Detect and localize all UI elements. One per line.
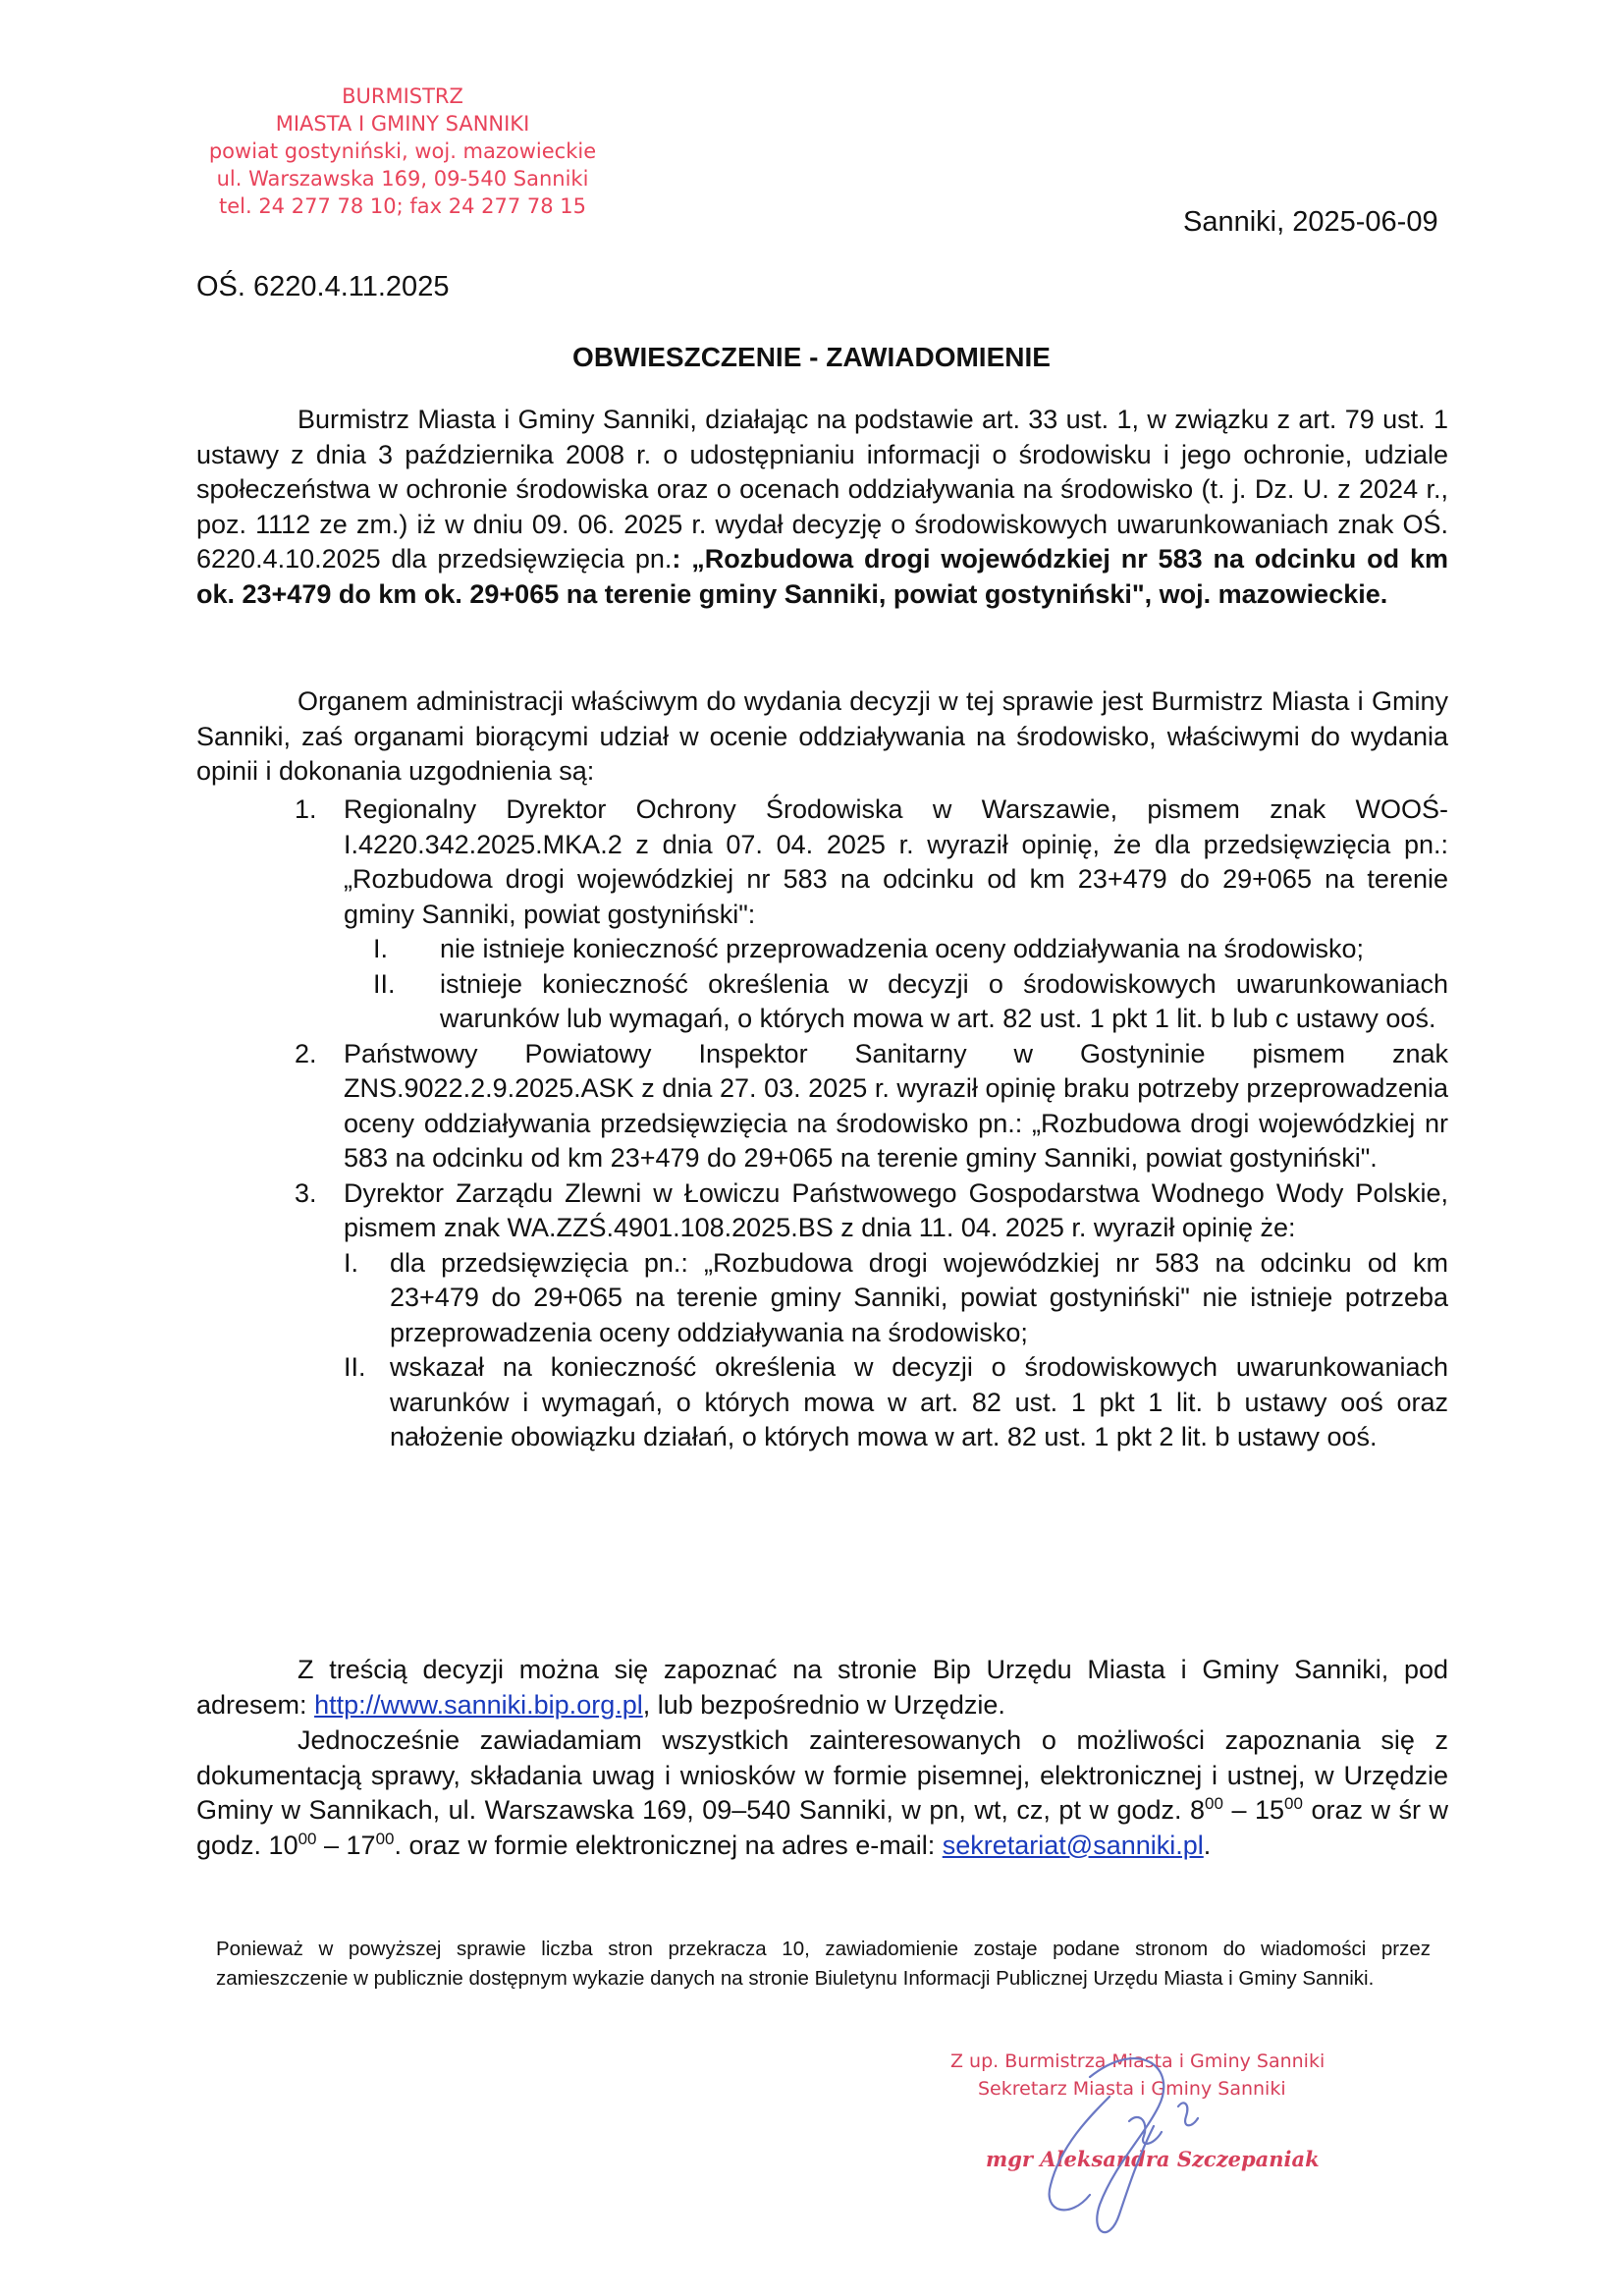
opinion-item: [295, 1037, 1448, 1176]
project-name: : „Rozbudowa drogi wojewódzkiej nr 583 na odcinku od km ok. 23+479 do km ok. 29+065 na terenie gminy Sanniki, powiat gostyniński", woj. mazowieckie.: [196, 544, 1448, 609]
letterhead-region: powiat gostyniński, woj. mazowieckie: [208, 139, 597, 163]
document-date: Sanniki, 2025-06-09: [1183, 206, 1438, 238]
subitem-text: istnieje konieczność określenia w decyzji o środowiskowych uwarunkowaniach warunków lub wymagań, o których mowa w art. 82 ust. 1 pkt 1 lit. b lub c ustawy ooś.: [440, 968, 1448, 1033]
hour-superscript: 00: [375, 1829, 395, 1848]
subitem-text: dla przedsięwzięcia pn.: „Rozbudowa drogi wojewódzkiej nr 583 na odcinku od km 23+479 do 29+065 na terenie gminy Sanniki, powiat gostyniński" nie istnieje potrzeba przeprowadzenia oceny oddziaływania na środowisko;: [390, 1247, 1448, 1347]
case-reference: OŚ. 6220.4.11.2025: [196, 271, 450, 302]
opinion-number: 2.: [295, 1038, 317, 1068]
hour-superscript: 00: [298, 1829, 317, 1848]
letterhead-address: ul. Warszawska 169, 09-540 Sanniki: [216, 167, 589, 191]
opinion-number: 3.: [295, 1177, 317, 1208]
letterhead: [167, 82, 638, 220]
letterhead-phone: tel. 24 277 78 10; fax 24 277 78 15: [218, 194, 586, 218]
bip-text: Z treścią decyzji można się zapoznać na stronie Bip Urzędu Miasta i Gminy Sanniki, pod adresem:: [196, 1655, 1448, 1720]
notice-text: – 17: [316, 1830, 376, 1860]
subitem-number: I.: [344, 1247, 359, 1278]
opinion-subitem: [344, 1350, 1448, 1455]
intro-text: Burmistrz Miasta i Gminy Sanniki, działając na podstawie art. 33 ust. 1, w związku z art. 79 ust. 1 ustawy z dnia 3 października 2008 r. o udostępnianiu informacji o środowisku i jego ochronie, udziale społeczeństwa w ochronie środowiska oraz o ocenach oddziaływania na środowisko (t. j. Dz. U. z 2024 r., poz. 1112 ze zm.) iż w dniu 09. 06. 2025 r. wydał decyzję o środowiskowych uwarunkowaniach znak OŚ. 6220.4.10.2025 dla przedsięwzięcia pn.: [196, 405, 1448, 574]
document-title: OBWIESZCZENIE - ZAWIADOMIENIE: [572, 342, 1051, 372]
opinion-subitem: [344, 932, 1448, 967]
opinion-item: [295, 1176, 1448, 1455]
stamp-line-2: Sekretarz Miasta i Gminy Sanniki: [978, 2078, 1286, 2100]
notice-paragraph: [196, 1723, 1448, 1863]
signatory-name: mgr Aleksandra Szczepaniak: [986, 2147, 1320, 2171]
opinion-item: [295, 793, 1448, 1037]
opinion-subitem: [344, 967, 1448, 1037]
hour-superscript: 00: [1205, 1794, 1223, 1813]
bip-paragraph: [196, 1653, 1448, 1722]
bip-link[interactable]: http://www.sanniki.bip.org.pl: [314, 1689, 643, 1720]
opinion-text: Państwowy Powiatowy Inspektor Sanitarny w Gostyninie pismem znak ZNS.9022.2.9.2025.ASK z dnia 27. 03. 2025 r. wyraził opinię braku potrzeby przeprowadzenia oceny oddziaływania przedsięwzięcia na środowisko pn.: „Rozbudowa drogi wojewódzkiej nr 583 na odcinku od km 23+479 do 29+065 na terenie gminy Sanniki, powiat gostyniński".: [344, 1038, 1448, 1173]
subitem-text: nie istnieje konieczność przeprowadzenia oceny oddziaływania na środowisko;: [440, 934, 1365, 963]
subitem-number: II.: [373, 968, 396, 999]
notice-text: .: [1203, 1830, 1212, 1860]
opinion-text: Dyrektor Zarządu Zlewni w Łowiczu Państwowego Gospodarstwa Wodnego Wody Polskie, pismem znak WA.ZZŚ.4901.108.2025.BS z dnia 11. 04. 2025 r. wyraził opinię że:: [344, 1177, 1448, 1242]
notice-text: Jednocześnie zawiadamiam wszystkich zainteresowanych o możliwości zapoznania się z dokumentacją sprawy, składania uwag i wniosków w formie pisemnej, elektronicznej i ustnej, w Urzędzie Gminy w Sannikach, ul. Warszawska 169, 09–540 Sanniki, w pn, wt, cz, pt w godz. 8: [196, 1725, 1448, 1825]
email-link[interactable]: sekretariat@sanniki.pl: [942, 1830, 1204, 1860]
subitem-text: wskazał na konieczność określenia w decyzji o środowiskowych uwarunkowaniach warunków i wymagań, o których mowa w art. 82 ust. 1 pkt 1 lit. b ustawy ooś oraz nałożenie obowiązku działań, o których mowa w art. 82 ust. 1 pkt 2 lit. b ustawy ooś.: [390, 1352, 1448, 1451]
subitem-number: I.: [373, 934, 389, 963]
signature-stroke: [1050, 2058, 1198, 2232]
notice-text: oraz w śr w godz. 10: [196, 1795, 1448, 1860]
signature-stamp: [943, 2048, 1335, 2171]
letterhead-municipality: MIASTA I GMINY SANNIKI: [275, 112, 530, 136]
opinion-text: Regionalny Dyrektor Ochrony Środowiska w Warszawie, pismem znak WOOŚ-I.4220.342.2025.MKA.2 z dnia 07. 04. 2025 r. wyraził opinię, że dla przedsięwzięcia pn.: „Rozbudowa drogi wojewódzkiej nr 583 na odcinku od km 23+479 do 29+065 na terenie gminy Sanniki, powiat gostyniński":: [344, 794, 1448, 929]
opinions-list: [295, 793, 1448, 1455]
letterhead-office: BURMISTRZ: [342, 84, 463, 108]
hour-superscript: 00: [1284, 1794, 1303, 1813]
intro-paragraph: [196, 403, 1448, 612]
bip-text-end: , lub bezpośrednio w Urzędzie.: [642, 1689, 1005, 1720]
notice-text: – 15: [1222, 1795, 1285, 1825]
opinion-number: 1.: [295, 794, 317, 824]
footnote: Ponieważ w powyższej sprawie liczba stron przekracza 10, zawiadomienie zostaje podane stronom do wiadomości przez zamieszczenie w publicznie dostępnym wykazie danych na stronie Biuletynu Informacji Publicznej Urzędu Miasta i Gminy Sanniki.: [216, 1938, 1431, 1990]
opinion-subitem: [344, 1246, 1448, 1351]
subitem-number: II.: [344, 1352, 366, 1382]
notice-text: . oraz w formie elektronicznej na adres e-mail:: [394, 1830, 943, 1860]
handwritten-signature: [943, 2048, 1296, 2273]
authority-paragraph: Organem administracji właściwym do wydania decyzji w tej sprawie jest Burmistrz Miasta i Gminy Sanniki, zaś organami biorącymi udział w ocenie oddziaływania na środowisko, właściwymi do wydania opinii i dokonania uzgodnienia są:: [196, 686, 1448, 786]
stamp-line-1: Z up. Burmistrza Miasta i Gminy Sanniki: [950, 2050, 1325, 2072]
